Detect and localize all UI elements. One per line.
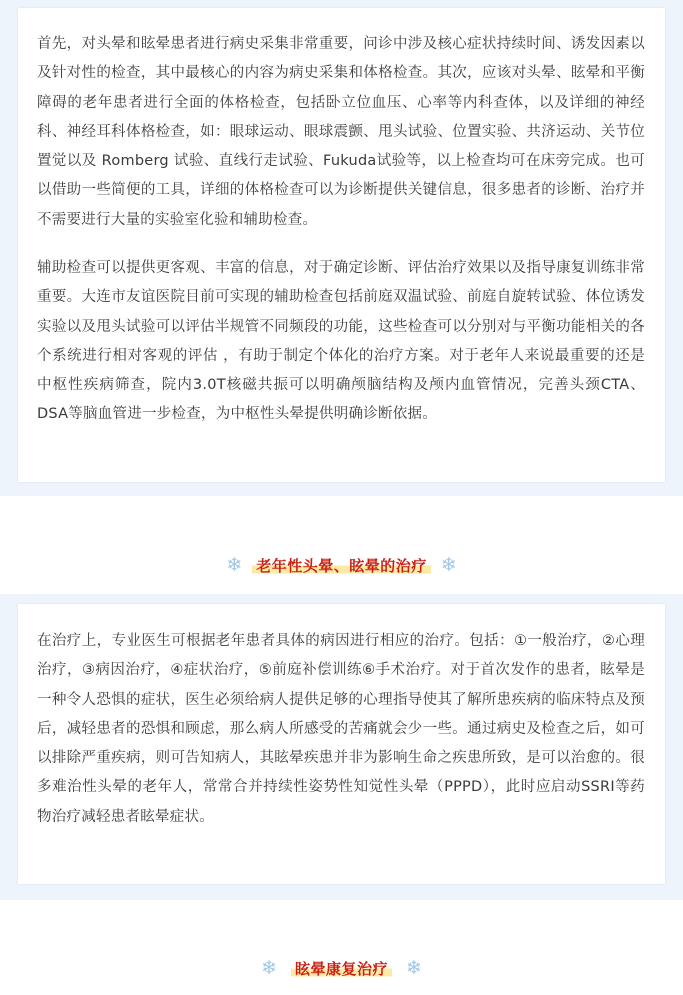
snowflake-icon: ❄ bbox=[406, 956, 422, 979]
snowflake-icon: ❄ bbox=[226, 553, 243, 576]
treatment-heading bbox=[0, 550, 683, 580]
treatment-paragraph: 在治疗上，专业医生可根据老年患者具体的病因进行相应的治疗。包括：①一般治疗，②心理治疗，③病因治疗，④症状治疗，⑤前庭补偿训练⑥手术治疗。对于首次发作的患者，眩晕是一种令人恐惧的症状，医生必须给病人提供足够的心理指导使其了解所患疾病的临床特点及预后，减轻患者的恐惧和顾虑，那么病人所感受的苦痛就会少一些。通过病史及检查之后，如可以排除严重疾病，则可告知病人，其眩晕疾患并非为影响生命之疾患所致，是可以治愈的。很多难治性头晕的老年人，常常合并持续性姿势性知觉性头晕（PPPD），此时应启动SSRI等药物治疗减轻患者眩晕症状。 bbox=[37, 633, 645, 825]
treatment-heading-title: 老年性头晕、眩晕的治疗 bbox=[252, 555, 431, 576]
snowflake-icon: ❄ bbox=[261, 956, 277, 979]
history-exam-paragraph: 首先，对头晕和眩晕患者进行病史采集非常重要，问诊中涉及核心症状持续时间、诱发因素以及针对性的检查，其中最核心的内容为病史采集和体格检查。其次，应该对头晕、眩晕和平衡障碍的老年患者进行全面的体格检查，包括卧立位血压、心率等内科查体，以及详细的神经科、神经耳科体格检查，如：眼球运动、眼球震颤、甩头试验、位置实验、共济运动、关节位置觉以及 Romberg 试验、直线行走试验、Fukuda试验等，以上检查均可在床旁完成。也可以借助一些简便的工具，详细的体格检查可以为诊断提供关键信息，很多患者的诊断、治疗并不需要进行大量的实验室化验和辅助检查。 bbox=[37, 36, 645, 228]
rehab-heading-title: 眩晕康复治疗 bbox=[291, 958, 392, 979]
snowflake-icon: ❄ bbox=[440, 553, 457, 576]
rehab-heading bbox=[0, 953, 683, 983]
auxiliary-exam-paragraph: 辅助检查可以提供更客观、丰富的信息，对于确定诊断、评估治疗效果以及指导康复训练非常重要。大连市友谊医院目前可实现的辅助检查包括前庭双温试验、前庭自旋转试验、体位诱发实验以及甩头试验可以评估半规管不同频段的功能，这些检查可以分别对与平衡功能相关的各个系统进行相对客观的评估 ，有助于制定个体化的治疗方案。对于老年人来说最重要的还是中枢性疾病筛查，院内3.0T核磁共振可以明确颅脑结构及颅内血管情况，完善头颈CTA、DSA等脑血管进一步检查，为中枢性头晕提供明确诊断依据。 bbox=[37, 260, 645, 423]
